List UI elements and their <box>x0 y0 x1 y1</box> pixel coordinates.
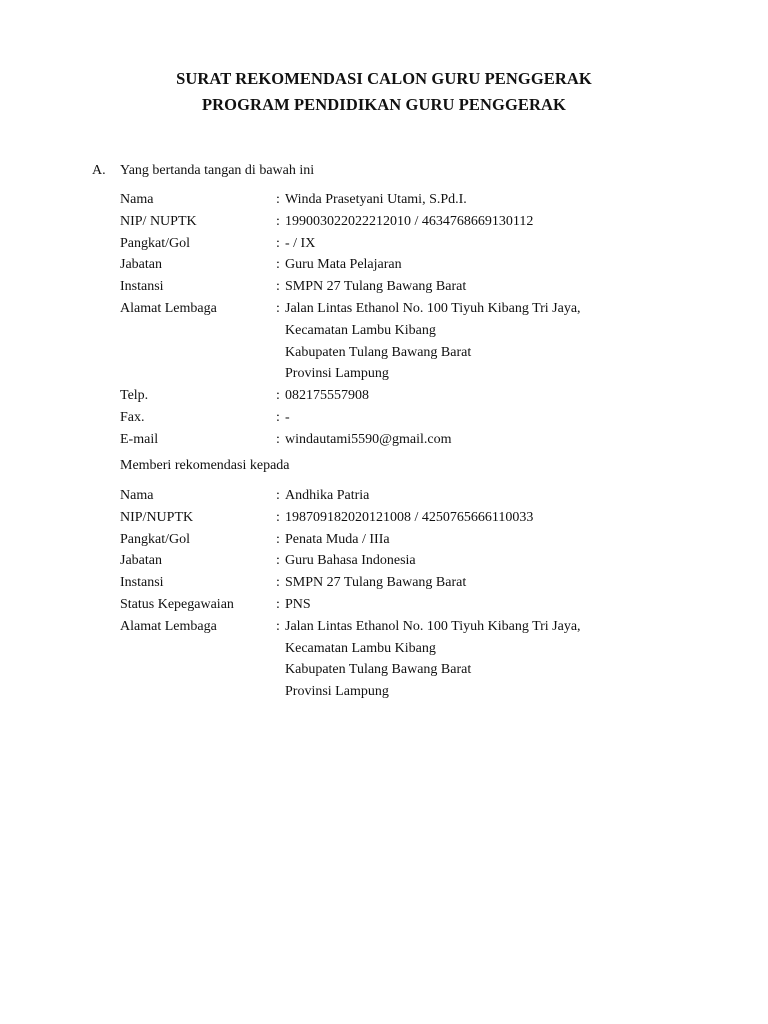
recommender-row-label: Jabatan <box>120 257 162 273</box>
recommender-row-value-line: Kecamatan Lambu Kibang <box>285 322 436 338</box>
recommender-row-colon: : <box>276 409 280 425</box>
recommender-row-colon: : <box>276 388 280 404</box>
recommender-row-value-line: 082175557908 <box>285 388 369 404</box>
recommender-row-colon: : <box>276 235 280 251</box>
candidate-row-value <box>285 529 680 551</box>
candidate-row <box>120 529 680 551</box>
candidate-row <box>120 485 680 507</box>
recommender-row-label: Telp. <box>120 388 149 404</box>
recommender-row-value-line: - / IX <box>285 235 316 251</box>
candidate-row-value-line: Kecamatan Lambu Kibang <box>285 640 436 656</box>
candidate-row-label: NIP/NUPTK <box>120 509 194 525</box>
candidate-row-value-line: Kabupaten Tulang Bawang Barat <box>285 662 472 678</box>
candidate-row-colon: : <box>276 509 280 525</box>
candidate-row-value-line: PNS <box>285 596 311 612</box>
recommender-row <box>120 254 680 276</box>
recommender-row-value <box>285 385 680 407</box>
candidate-row-value-line: Penata Muda / IIIa <box>285 531 390 547</box>
recommender-row-value <box>285 276 680 298</box>
candidate-row-value-line: 198709182020121008 / 4250765666110033 <box>285 509 534 525</box>
candidate-row-label: Status Kepegawaian <box>120 596 234 612</box>
recommender-row-label: NIP/ NUPTK <box>120 213 197 229</box>
recommender-row-value <box>285 298 680 385</box>
recommender-row-value-line: windautami5590@gmail.com <box>285 431 452 447</box>
recommender-row-label: Alamat Lembaga <box>120 300 217 316</box>
section-a-marker: A. <box>92 163 106 178</box>
recommend-to-text: Memberi rekomendasi kepada <box>120 458 290 473</box>
candidate-row-value <box>285 550 680 572</box>
recommender-row-value-line: Guru Mata Pelajaran <box>285 257 402 273</box>
recommender-row-label: Nama <box>120 192 154 207</box>
recommender-row <box>120 429 680 451</box>
candidate-row-value <box>285 507 680 529</box>
candidate-row <box>120 550 680 572</box>
recommender-details <box>120 189 680 451</box>
candidate-row-label: Instansi <box>120 575 164 591</box>
recommender-row <box>120 385 680 407</box>
recommender-row-value <box>285 429 680 451</box>
candidate-row-value-line: Provinsi Lampung <box>285 684 389 700</box>
candidate-row-label: Alamat Lembaga <box>120 618 217 634</box>
recommender-row-value-line: 199003022022212010 / 4634768669130112 <box>285 213 534 229</box>
candidate-row-colon: : <box>276 531 280 547</box>
candidate-row-label: Nama <box>120 488 154 503</box>
recommender-row-colon: : <box>276 213 280 229</box>
candidate-row-colon: : <box>276 575 280 591</box>
candidate-row-colon: : <box>276 488 280 503</box>
document-title: SURAT REKOMENDASI CALON GURU PENGGERAK <box>176 69 592 88</box>
candidate-row-value-line: Jalan Lintas Ethanol No. 100 Tiyuh Kibang Tri Jaya, <box>285 618 581 634</box>
recommender-row-value <box>285 211 680 233</box>
recommender-row-colon: : <box>276 431 280 447</box>
candidate-row-value-line: Guru Bahasa Indonesia <box>285 553 416 569</box>
recommender-row-value <box>285 407 680 429</box>
recommender-row-value-line: Jalan Lintas Ethanol No. 100 Tiyuh Kibang Tri Jaya, <box>285 300 581 316</box>
candidate-row <box>120 616 680 703</box>
recommender-row-label: E-mail <box>120 431 159 447</box>
recommender-row-label: Instansi <box>120 279 164 295</box>
recommender-row-value <box>285 189 680 211</box>
recommender-row-value <box>285 233 680 255</box>
recommender-row-value-line: - <box>285 409 290 425</box>
candidate-row-label: Jabatan <box>120 553 162 569</box>
candidate-row <box>120 572 680 594</box>
candidate-row-colon: : <box>276 553 280 569</box>
recommender-row-colon: : <box>276 192 280 207</box>
candidate-row-value <box>285 616 680 703</box>
candidate-row-colon: : <box>276 596 280 612</box>
candidate-row-value-line: Andhika Patria <box>285 488 370 503</box>
recommender-row-label: Pangkat/Gol <box>120 235 190 251</box>
candidate-row-value <box>285 594 680 616</box>
document-subtitle: PROGRAM PENDIDIKAN GURU PENGGERAK <box>201 95 566 114</box>
recommender-row-value-line: SMPN 27 Tulang Bawang Barat <box>285 279 467 295</box>
candidate-row-colon: : <box>276 618 280 634</box>
section-a-intro: Yang bertanda tangan di bawah ini <box>120 163 315 178</box>
recommender-row-colon: : <box>276 257 280 273</box>
candidate-row <box>120 507 680 529</box>
recommender-row-label: Fax. <box>120 409 145 425</box>
recommender-row <box>120 276 680 298</box>
recommender-row <box>120 233 680 255</box>
recommender-row-colon: : <box>276 279 280 295</box>
candidate-details <box>120 485 680 703</box>
recommender-row <box>120 211 680 233</box>
candidate-row-value <box>285 572 680 594</box>
recommender-row-value-line: Kabupaten Tulang Bawang Barat <box>285 344 472 360</box>
candidate-row-label: Pangkat/Gol <box>120 531 190 547</box>
candidate-row-value <box>285 485 680 507</box>
recommender-row <box>120 407 680 429</box>
recommender-row-value-line: Provinsi Lampung <box>285 366 389 382</box>
candidate-row <box>120 594 680 616</box>
candidate-row-value-line: SMPN 27 Tulang Bawang Barat <box>285 575 467 591</box>
recommender-row-value-line: Winda Prasetyani Utami, S.Pd.I. <box>285 192 467 207</box>
recommender-row <box>120 298 680 385</box>
recommender-row <box>120 189 680 211</box>
recommender-row-value <box>285 254 680 276</box>
recommender-row-colon: : <box>276 300 280 316</box>
